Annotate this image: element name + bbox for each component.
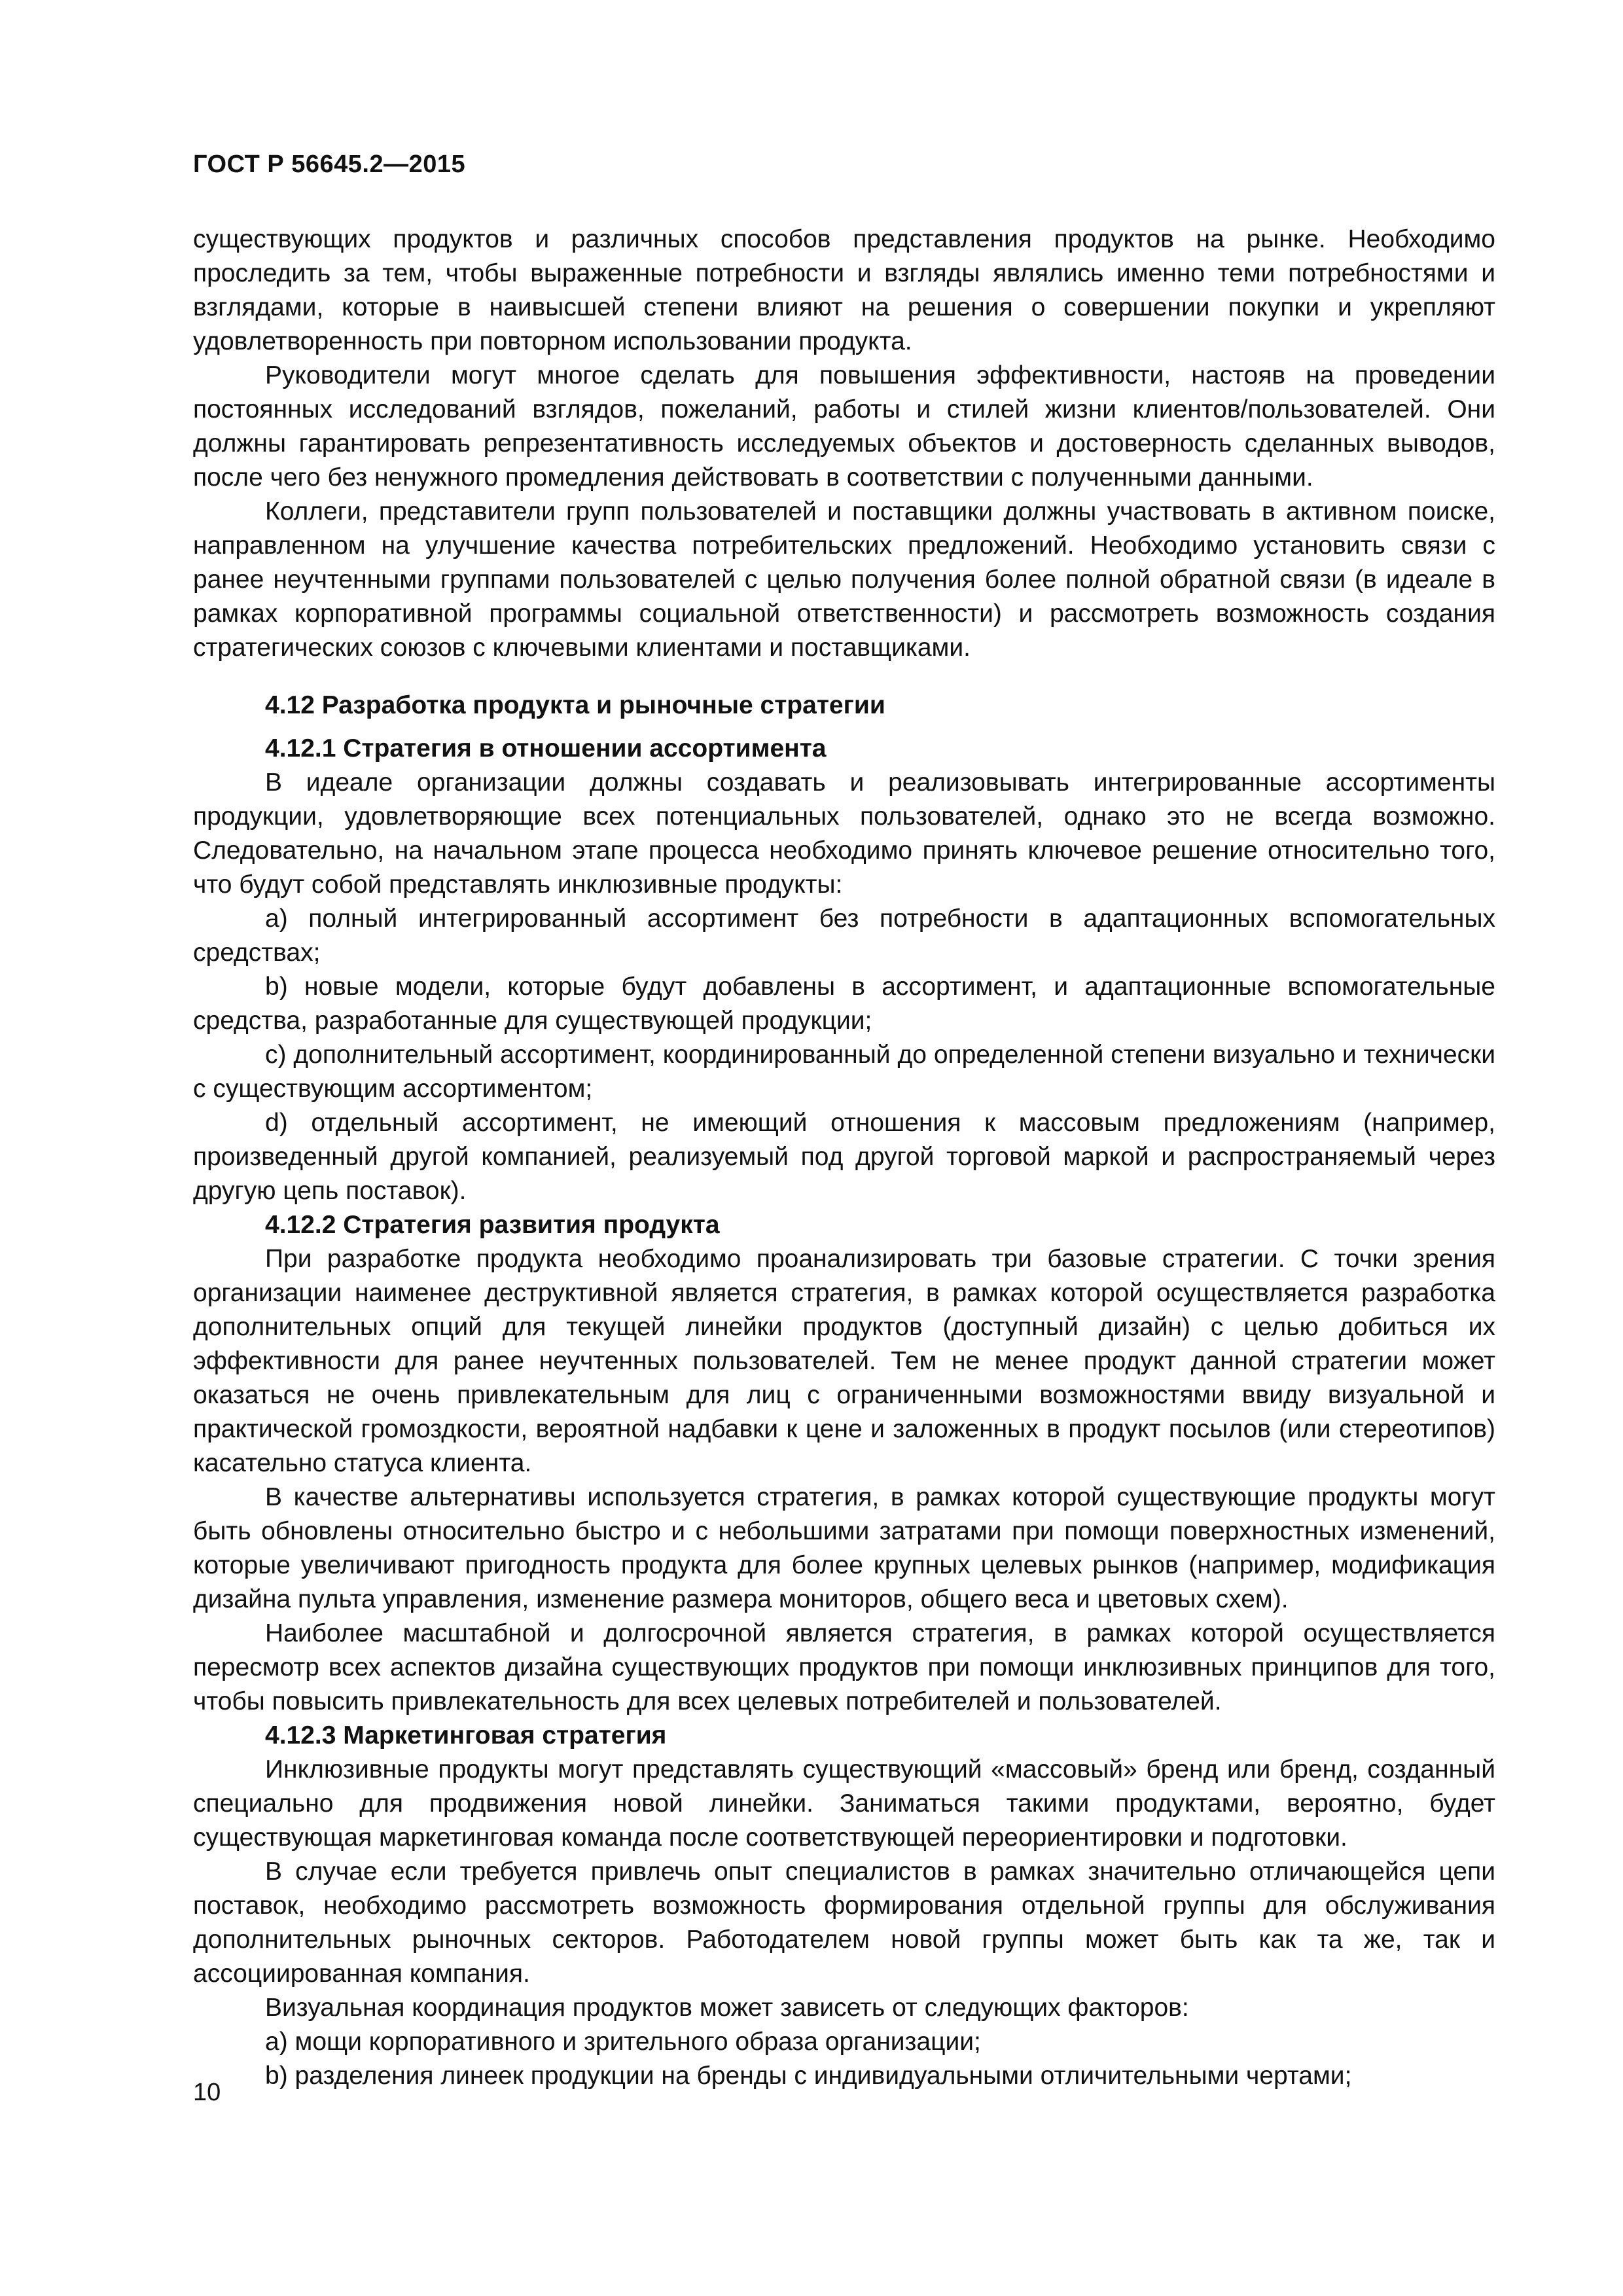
paragraph-4-12-3-2: В случае если требуется привлечь опыт специалистов в рамках значительно отличающейся цепи поставок, необходимо рассмотреть возможность формирования отдельной группы для обслуживания дополнительных рыночных секторов. Работодателем новой группы может быть как та же, так и ассоциированная компания. bbox=[193, 1857, 1495, 1988]
paragraph-intro-1: существующих продуктов и различных способов представления продуктов на рынке. Необходимо проследить за тем, чтобы выраженные потребности и взгляды являлись именно теми потребностями и взглядами, которые в наивысшей степени влияют на решения о совершении покупки и укрепляют удовлетворенность при повторном использовании продукта. bbox=[193, 225, 1495, 355]
paragraph-4-12-3-1: Инклюзивные продукты могут представлять существующий «массовый» бренд или бренд, созданный специально для продвижения новой линейки. Заниматься такими продуктами, вероятно, будет существующая маркетинговая команда после соответствующей переориентировки и подготовки. bbox=[193, 1755, 1495, 1852]
paragraph-4-12-2-3: Наиболее масштабной и долгосрочной является стратегия, в рамках которой осуществляется пересмотр всех аспектов дизайна существующих продуктов при помощи инклюзивных принципов для того, чтобы повысить привлекательность для всех целевых потребителей и пользователей. bbox=[193, 1619, 1495, 1715]
paragraph-intro-3: Коллеги, представители групп пользователей и поставщики должны участвовать в активном поиске, направленном на улучшение качества потребительских предложений. Необходимо установить связи с ранее неучтенными группами пользователей с целью получения более полной обратной связи (в идеале в рамках корпоративной программы социальной ответственности) и рассмотреть возможность создания стратегических союзов с ключевыми клиентами и поставщиками. bbox=[193, 497, 1495, 662]
list-item-a: а) полный интегрированный ассортимент без потребности в адаптационных вспомогательных средствах; bbox=[193, 905, 1495, 967]
section-4-12-1-heading: 4.12.1 Стратегия в отношении ассортимента bbox=[265, 734, 827, 762]
list-item-b: b) новые модели, которые будут добавлены в ассортимент, и адаптационные вспомогательные средства, разработанные для существующей продукции; bbox=[193, 973, 1495, 1035]
paragraph-4-12-3-3: Визуальная координация продуктов может зависеть от следующих факторов: bbox=[265, 1994, 1189, 2022]
section-4-12-heading: 4.12 Разработка продукта и рыночные стратегии bbox=[265, 691, 885, 719]
list-item-a-2: а) мощи корпоративного и зрительного образа организации; bbox=[265, 2028, 981, 2056]
paragraph-4-12-1-1: В идеале организации должны создавать и реализовывать интегрированные ассортименты продукции, удовлетворяющие всех потенциальных пользователей, однако это не всегда возможно. Следовательно, на начальном этапе процесса необходимо принять ключевое решение относительно того, что будут собой представлять инклюзивные продукты: bbox=[193, 768, 1495, 899]
page-number: 10 bbox=[193, 2079, 221, 2106]
document-body bbox=[193, 223, 1495, 2093]
paragraph-4-12-2-2: В качестве альтернативы используется стратегия, в рамках которой существующие продукты могут быть обновлены относительно быстро и с небольшими затратами при помощи поверхностных изменений, которые увеличивают пригодность продукта для более крупных целевых рынков (например, модификация дизайна пульта управления, изменение размера мониторов, общего веса и цветовых схем). bbox=[193, 1483, 1495, 1613]
section-4-12-2-heading: 4.12.2 Стратегия развития продукта bbox=[265, 1211, 720, 1239]
list-item-d: d) отдельный ассортимент, не имеющий отношения к массовым предложениям (например, произведенный другой компанией, реализуемый под другой торговой маркой и распространяемый через другую цепь поставок). bbox=[193, 1109, 1495, 1205]
list-item-b-2: b) разделения линеек продукции на бренды с индивидуальными отличительными чертами; bbox=[265, 2062, 1352, 2090]
paragraph-intro-2: Руководители могут многое сделать для повышения эффективности, настояв на проведении постоянных исследований взглядов, пожеланий, работы и стилей жизни клиентов/пользователей. Они должны гарантировать репрезентативность исследуемых объектов и достоверность сделанных выводов, после чего без ненужного промедления действовать в соответствии с полученными данными. bbox=[193, 361, 1495, 492]
standard-header: ГОСТ Р 56645.2—2015 bbox=[193, 151, 466, 178]
list-item-c: c) дополнительный ассортимент, координированный до определенной степени визуально и технически с существующим ассортиментом; bbox=[193, 1041, 1495, 1103]
section-4-12-3-heading: 4.12.3 Маркетинговая стратегия bbox=[265, 1721, 667, 1749]
paragraph-4-12-2-1: При разработке продукта необходимо проанализировать три базовые стратегии. С точки зрения организации наименее деструктивной является стратегия, в рамках которой осуществляется разработка дополнительных опций для текущей линейки продуктов (доступный дизайн) с целью добиться их эффективности для ранее неучтенных пользователей. Тем не менее продукт данной стратегии может оказаться не очень привлекательным для лиц с ограниченными возможностями ввиду визуальной и практической громоздкости, вероятной надбавки к цене и заложенных в продукт посылов (или стереотипов) касательно статуса клиента. bbox=[193, 1245, 1495, 1477]
